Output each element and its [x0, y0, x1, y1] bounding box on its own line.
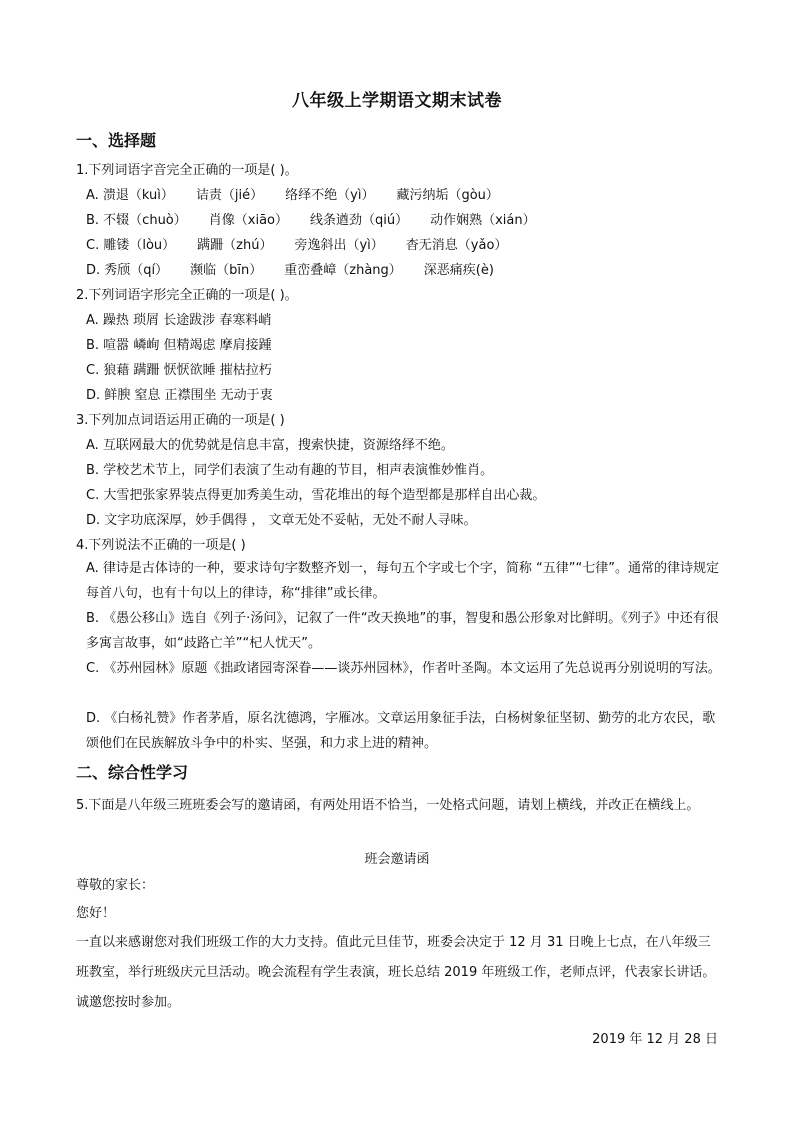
section-heading-integrated: 二、综合性学习: [76, 763, 189, 782]
question-3-stem: 3.下列加点词语运用正确的一项是( ): [76, 413, 285, 428]
letter-greeting: 您好！: [76, 906, 116, 921]
letter-title: 班会邀请函: [364, 852, 430, 867]
question-4-option-d: D. 《白杨礼赞》作者茅盾，原名沈德鸿，字雁冰。文章运用象征手法，白杨树象征坚韧、勤劳的北方农民，歌颂他们在民族解放斗争中的朴实、坚强，和力求上进的精神。: [86, 711, 716, 751]
question-1-option-b: B. 不辍（chuò） 肖像（xiāo） 线条遒劲（qiú） 动作娴熟（xián）: [86, 213, 536, 228]
letter-salutation: 尊敬的家长：: [76, 878, 155, 893]
question-4-option-a: A. 律诗是古体诗的一种，要求诗句字数整齐划一，每句五个字或七个字，简称 “五律”“七律”。通常的律诗规定每首八句，也有十句以上的律诗，称“排律”或长律。: [86, 561, 720, 601]
question-1-option-d: D. 秀颀（qí） 濒临（bīn） 重峦叠嶂（zhàng） 深恶痛疾(è): [86, 263, 494, 278]
question-3-option-c: C. 大雪把张家界装点得更加秀美生动，雪花堆出的每个造型都是那样自出心裁。: [86, 488, 546, 503]
question-2-option-c: C. 狼藉 蹒跚 恹恹欲睡 摧枯拉朽: [86, 363, 272, 378]
question-3-option-d: D. 文字功底深厚，妙手偶得 ， 文章无处不妥帖，无处不耐人寻味。: [86, 513, 477, 528]
question-2-option-d: D. 鲜腴 窒息 正襟围坐 无动于衷: [86, 388, 273, 403]
question-2-stem: 2.下列词语字形完全正确的一项是( )。: [76, 288, 298, 303]
letter-date: 2019 年 12 月 28 日: [592, 1032, 718, 1047]
question-2-option-a: A. 躁热 琐屑 长途跋涉 春寒料峭: [86, 313, 272, 328]
question-1-option-a: A. 溃退（kuì） 诘责（jié） 络绎不绝（yì） 藏污纳垢（gòu）: [86, 188, 499, 203]
question-5-stem: 5.下面是八年级三班班委会写的邀请函，有两处用语不恰当，一处格式问题，请划上横线，并改正在横线上。: [76, 798, 700, 813]
question-3-option-b: B. 学校艺术节上，同学们表演了生动有趣的节目，相声表演惟妙惟肖。: [86, 463, 494, 478]
section-heading-choice: 一、选择题: [76, 131, 157, 150]
question-4-stem: 4.下列说法不正确的一项是( ): [76, 538, 246, 553]
question-4-option-c: C. 《苏州园林》原题《拙政诸园寄深眷——谈苏州园林》，作者叶圣陶。本文运用了先总说再分别说明的写法。: [86, 661, 721, 676]
question-1-stem: 1.下列词语字音完全正确的一项是( )。: [76, 163, 298, 178]
question-1-option-c: C. 雕镂（lòu） 蹒跚（zhú） 旁逸斜出（yì） 杳无消息（yǎo）: [86, 238, 508, 253]
letter-body: 一直以来感谢您对我们班级工作的大力支持。值此元旦佳节，班委会决定于 12 月 31 日晚上七点，在八年级三班教室，举行班级庆元旦活动。晚会流程有学生表演，班长总结 2019 年班级工作，老师点评，代表家长讲话。诚邀您按时参加。: [76, 935, 716, 1010]
question-2-option-b: B. 喧嚣 嶙峋 但精竭虑 摩肩接踵: [86, 338, 272, 353]
question-3-option-a: A. 互联网最大的优势就是信息丰富，搜索快捷，资源络绎不绝。: [86, 438, 454, 453]
question-4-option-b: B. 《愚公移山》选自《列子·汤问》，记叙了一件“改天换地”的事，智叟和愚公形象对比鲜明。《列子》中还有很多寓言故事，如“歧路亡羊”“杞人忧天”。: [86, 611, 719, 651]
page-title: 八年级上学期语文期末试卷: [292, 91, 502, 111]
